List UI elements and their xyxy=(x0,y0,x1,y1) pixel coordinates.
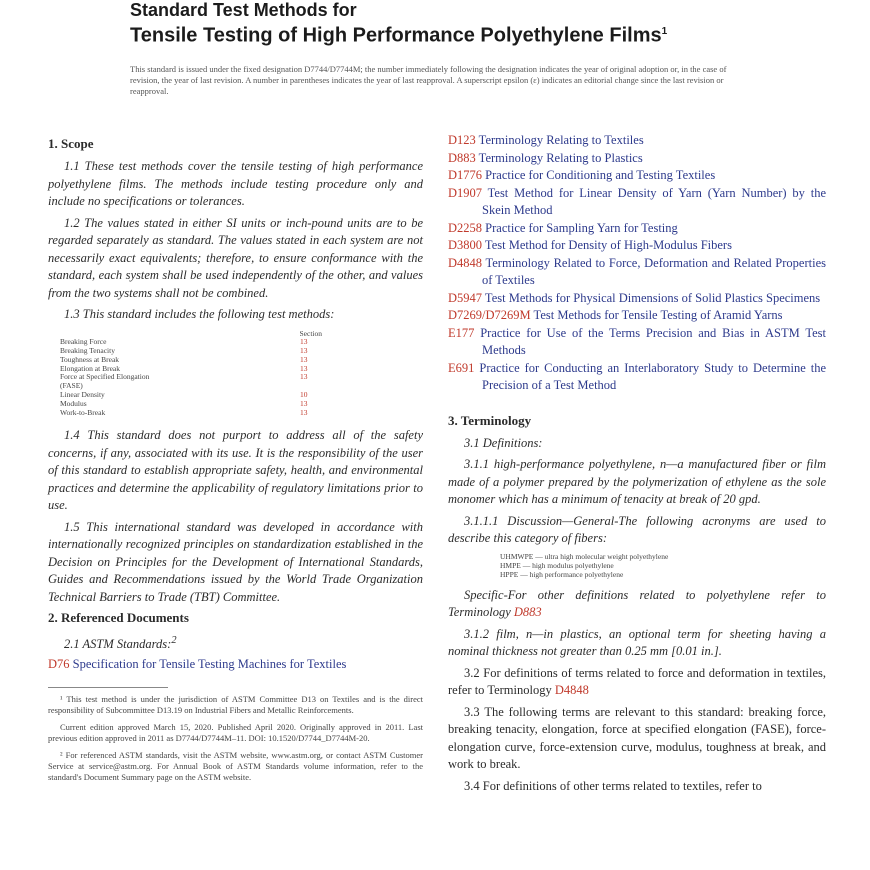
reference-code[interactable]: D76 xyxy=(48,656,70,671)
method-section[interactable]: 13 xyxy=(300,354,308,364)
referenced-documents-heading: 2. Referenced Documents xyxy=(48,610,189,626)
footnote-divider xyxy=(48,687,168,688)
left-column xyxy=(48,132,423,789)
table-row xyxy=(60,409,340,418)
reference-code[interactable]: D883 xyxy=(448,150,476,165)
acronym-item: HPPE — high performance polyethylene xyxy=(500,569,624,579)
paragraph-3-2-text: 3.2 For definitions of terms related to force and deformation in textiles, refer to Terminology xyxy=(448,665,826,697)
reference-code[interactable]: D3800 xyxy=(448,238,483,252)
reference-item[interactable] xyxy=(448,290,826,308)
method-name: Modulus xyxy=(60,398,87,408)
test-methods-table xyxy=(60,330,340,418)
astm-standards-label: 2.1 ASTM Standards: xyxy=(64,637,172,652)
acronym-item: UHMWPE — ultra high molecular weight polyethylene xyxy=(500,551,669,561)
paragraph-3-1-1-1: 3.1.1.1 Discussion—General-The following acronyms are used to describe this category of fibers: xyxy=(448,513,826,545)
reference-code[interactable]: D1907 xyxy=(448,185,483,200)
paragraph-3-1-1: 3.1.1 high-performance polyethylene, n—a manufactured fiber or film made of a polymer prepared by the polymerization of ethylene as the sole monomer which has a minimum of tenacity at break of 20 gpd. xyxy=(448,457,826,506)
table-header-section: Section xyxy=(299,328,322,338)
method-name: Breaking Tenacity xyxy=(60,346,115,356)
method-section[interactable]: 13 xyxy=(300,407,308,417)
reference-code[interactable]: D7269/D7269M xyxy=(448,308,531,322)
document-title-line2 xyxy=(130,20,770,48)
reference-code[interactable]: D123 xyxy=(448,133,476,147)
method-name: Toughness at Break xyxy=(60,354,120,364)
title-footnote-mark: 1 xyxy=(661,26,668,37)
title-block xyxy=(130,0,770,48)
paragraph-1-4: 1.4 This standard does not purport to address all of the safety concerns, if any, associated with its use. It is the responsibility of the user of this standard to establish appropriate safety, health, and environmental practices and determine the applicability of regulatory limitations prior to use. xyxy=(48,428,423,513)
footnote-mark-2: 2 xyxy=(171,635,177,647)
reference-title[interactable]: Test Methods for Physical Dimensions of Solid Plastics Specimens xyxy=(482,290,821,305)
footnote-1: ¹ This test method is under the jurisdiction of ASTM Committee D13 on Textiles and is the direct responsibility of Subcommittee D13.19 on Industrial Fibers and Metallic Reinforcements. xyxy=(48,694,423,716)
paragraph-3-3: 3.3 The following terms are relevant to this standard: breaking force, breaking tenacity, elongation, force at specified elongation (FASE), force-elongation curve, force-extension curve, modulus, toughness at break, and work to break. xyxy=(448,704,826,771)
acronym-item: HMPE — high modulus polyethylene xyxy=(500,560,614,570)
reference-link-d883[interactable]: D883 xyxy=(513,605,542,619)
reference-title[interactable]: Practice for Sampling Yarn for Testing xyxy=(482,220,678,235)
paragraph-3-1-2: 3.1.2 film, n—in plastics, an optional term for sheeting having a nominal thickness not greater than 0.25 mm [0.01 in.]. xyxy=(448,626,826,658)
reference-code[interactable]: E691 xyxy=(448,360,475,375)
paragraph-3-2 xyxy=(448,665,826,700)
reference-link-d4848[interactable]: D4848 xyxy=(554,683,589,697)
specific-text: Specific-For other definitions related to polyethylene refer to Terminology xyxy=(448,587,826,619)
reference-item[interactable] xyxy=(448,150,826,168)
reference-title[interactable]: Test Method for Linear Density of Yarn (Yarn Number) by the Skein Method xyxy=(482,185,826,217)
reference-title[interactable]: Specification for Tensile Testing Machines for Textiles xyxy=(69,656,347,671)
method-name: (FASE) xyxy=(60,381,83,391)
paragraph-1-3: 1.3 This standard includes the following test methods: xyxy=(64,307,335,321)
reference-title[interactable]: Practice for Use of the Terms Precision and Bias in ASTM Test Methods xyxy=(474,325,826,357)
paragraph-2-1 xyxy=(48,632,423,653)
acronym-list xyxy=(500,552,826,579)
method-name: Work-to-Break xyxy=(60,407,106,417)
scope-heading: 1. Scope xyxy=(48,136,94,151)
paragraph-1-5: 1.5 This international standard was developed in accordance with internationally recognized principles on standardization established in the Decision on Principles for the Development of International Standards, Guides and Recommendations issued by the World Trade Organization Technical Barriers to Trade (TBT) Committee. xyxy=(48,519,423,604)
footnote-2: ² For referenced ASTM standards, visit the ASTM website, www.astm.org, or contact ASTM Customer Service at service@astm.org. For Annual Book of ASTM Standards volume information, refer to the standard's Document Summary page on the ASTM website. xyxy=(48,750,423,783)
reference-item[interactable] xyxy=(448,132,826,150)
reference-title[interactable]: Test Methods for Tensile Testing of Aramid Yarns xyxy=(530,308,783,322)
reference-title[interactable]: Practice for Conditioning and Testing Textiles xyxy=(482,168,716,182)
reference-item[interactable] xyxy=(448,167,826,185)
paragraph-1-1: 1.1 These test methods cover the tensile testing of high performance polyethylene films. The methods include testing procedure only and include no specifications or tolerances. xyxy=(48,159,423,208)
paragraph-3-1: 3.1 Definitions: xyxy=(464,435,543,450)
reference-code[interactable]: D1776 xyxy=(448,168,483,182)
reference-title[interactable]: Terminology Related to Force, Deformation and Related Properties of Textiles xyxy=(482,255,826,287)
method-name: Force at Specified Elongation xyxy=(60,372,150,382)
right-column xyxy=(448,132,826,799)
method-section[interactable]: 13 xyxy=(300,337,308,347)
table-row xyxy=(60,373,340,382)
reference-code[interactable]: D5947 xyxy=(448,290,483,305)
document-title-line1: Standard Test Methods for xyxy=(130,0,357,20)
reference-title[interactable]: Practice for Conducting an Interlaboratory Study to Determine the Precision of a Test Method xyxy=(474,360,826,392)
method-name: Breaking Force xyxy=(60,337,107,347)
reference-item[interactable] xyxy=(448,237,826,255)
paragraph-specific xyxy=(448,587,826,622)
reference-code[interactable]: D2258 xyxy=(448,220,483,235)
reference-title[interactable]: Terminology Relating to Plastics xyxy=(475,150,643,165)
paragraph-3-4: 3.4 For definitions of other terms related to textiles, refer to xyxy=(464,778,762,793)
paragraph-1-2: 1.2 The values stated in either SI units or inch-pound units are to be regarded separately as standard. The values stated in each system are not necessarily exact equivalents; therefore, to ensure conformance with the standard, each system shall be used independently of the other, and values from the two systems shall not be combined. xyxy=(48,215,423,300)
reference-title[interactable]: Terminology Relating to Textiles xyxy=(475,133,644,147)
method-section[interactable]: 13 xyxy=(300,363,308,373)
document-title-text: Tensile Testing of High Performance Polyethylene Films xyxy=(130,24,662,47)
reference-item[interactable] xyxy=(448,360,826,395)
reference-code[interactable]: D4848 xyxy=(448,255,483,270)
method-section[interactable]: 13 xyxy=(300,398,308,408)
reference-item[interactable] xyxy=(448,185,826,220)
reference-code[interactable]: E177 xyxy=(448,325,475,340)
terminology-heading: 3. Terminology xyxy=(448,412,532,428)
reference-item[interactable] xyxy=(448,220,826,238)
reference-item[interactable] xyxy=(448,325,826,360)
table-row xyxy=(60,391,340,400)
method-section[interactable]: 13 xyxy=(300,346,308,356)
method-section[interactable]: 10 xyxy=(300,390,308,400)
method-section[interactable]: 13 xyxy=(300,372,308,382)
footnote-1-edition: Current edition approved March 15, 2020. Published April 2020. Originally approved in 2011. Last previous edition approved in 2011 as D7744/D7744M–11. DOI: 10.1520/D7744_D7744M-20. xyxy=(48,722,423,744)
reference-item-d76[interactable] xyxy=(48,656,423,674)
reference-title[interactable]: Test Method for Density of High-Modulus Fibers xyxy=(482,238,732,252)
reference-item[interactable] xyxy=(448,255,826,290)
reference-list xyxy=(448,132,826,395)
method-name: Linear Density xyxy=(60,390,105,400)
designation-note: This standard is issued under the fixed designation D7744/D7744M; the number immediately following the designation indicates the year of original adoption or, in the case of revision, the year of last revision. A number in parentheses indicates the year of last reapproval. A superscript epsilon (ε) indicates an editorial change since the last revision or reapproval. xyxy=(130,64,727,96)
reference-item[interactable] xyxy=(448,307,826,325)
method-name: Elongation at Break xyxy=(60,363,120,373)
